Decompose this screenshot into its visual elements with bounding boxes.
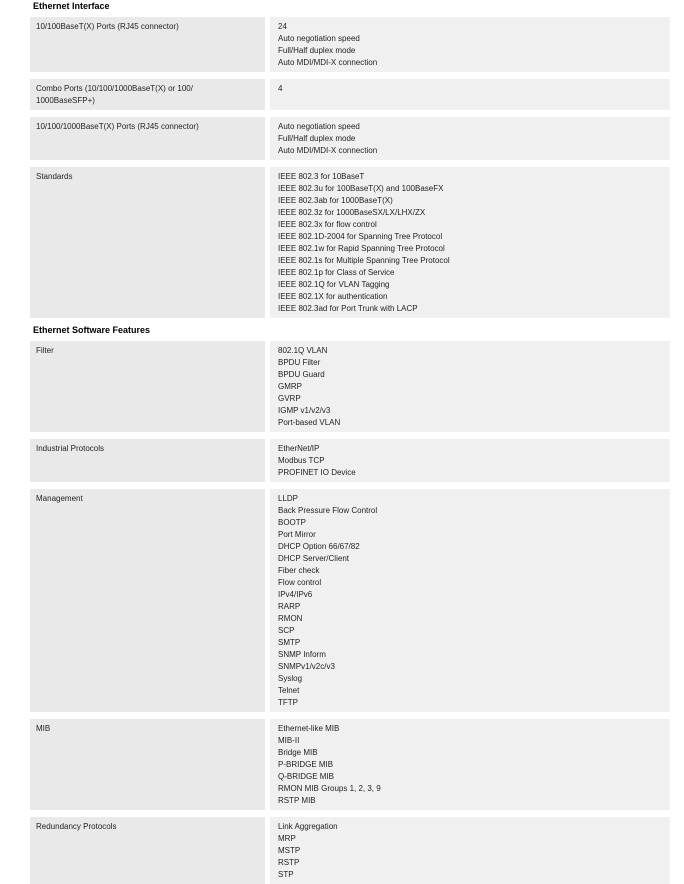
spec-value-line: STP <box>278 870 294 879</box>
spec-row <box>30 17 670 72</box>
spec-value-line: Auto negotiation speed <box>278 122 360 131</box>
spec-sheet-page <box>0 1 684 884</box>
spec-value-line: Flow control <box>278 578 322 587</box>
spec-value-line: IEEE 802.3ab for 1000BaseT(X) <box>278 196 393 205</box>
spec-value-cell <box>270 341 670 432</box>
spec-value-line: MSTP <box>278 846 301 855</box>
spec-value-line: RSTP MIB <box>278 796 316 805</box>
section-title: Ethernet Software Features <box>33 325 151 335</box>
spec-value-line: IEEE 802.1Q for VLAN Tagging <box>278 280 390 289</box>
spec-value-line: BPDU Guard <box>278 370 325 379</box>
spec-row <box>30 117 670 160</box>
spec-value-line: Full/Half duplex mode <box>278 134 356 143</box>
spec-row <box>30 439 670 482</box>
spec-value-line: RMON <box>278 614 303 623</box>
section-title: Ethernet Interface <box>33 1 110 11</box>
spec-value-line: TFTP <box>278 698 298 707</box>
spec-label-line: 1000BaseSFP+) <box>36 96 95 105</box>
spec-label-cell <box>30 341 265 432</box>
spec-value-cell <box>270 17 670 72</box>
spec-value-line: IEEE 802.1w for Rapid Spanning Tree Protocol <box>278 244 445 253</box>
spec-label-line: MIB <box>36 724 51 733</box>
spec-label-line: Combo Ports (10/100/1000BaseT(X) or 100/ <box>36 84 193 93</box>
spec-value-line: Port-based VLAN <box>278 418 341 427</box>
spec-label-line: 10/100BaseT(X) Ports (RJ45 connector) <box>36 22 179 31</box>
spec-label-line: Industrial Protocols <box>36 444 105 453</box>
spec-value-line: 24 <box>278 22 287 31</box>
spec-value-line: EtherNet/IP <box>278 444 320 453</box>
spec-value-line: Auto MDI/MDI-X connection <box>278 146 378 155</box>
spec-label-line: 10/100/1000BaseT(X) Ports (RJ45 connector) <box>36 122 199 131</box>
spec-value-line: Auto MDI/MDI-X connection <box>278 58 378 67</box>
spec-section <box>30 1 670 318</box>
spec-value-line: 802.1Q VLAN <box>278 346 328 355</box>
spec-value-line: RMON MIB Groups 1, 2, 3, 9 <box>278 784 381 793</box>
spec-label-cell <box>30 817 265 884</box>
spec-value-line: IEEE 802.3x for flow control <box>278 220 377 229</box>
spec-value-line: IEEE 802.1X for authentication <box>278 292 388 301</box>
spec-value-line: 4 <box>278 84 283 93</box>
spec-value-line: PROFINET IO Device <box>278 468 356 477</box>
spec-label-line: Filter <box>36 346 54 355</box>
spec-value-line: Bridge MIB <box>278 748 318 757</box>
spec-label-cell <box>30 17 265 72</box>
spec-label-cell <box>30 489 265 712</box>
spec-value-line: MRP <box>278 834 296 843</box>
spec-value-cell <box>270 439 670 482</box>
spec-value-line: DHCP Option 66/67/82 <box>278 542 360 551</box>
spec-value-line: IEEE 802.3ad for Port Trunk with LACP <box>278 304 418 313</box>
spec-value-line: SMTP <box>278 638 301 647</box>
spec-label-cell <box>30 167 265 318</box>
spec-row <box>30 817 670 884</box>
spec-label-cell <box>30 117 265 160</box>
spec-value-line: BOOTP <box>278 518 307 527</box>
spec-value-line: IGMP v1/v2/v3 <box>278 406 331 415</box>
spec-value-line: P-BRIDGE MIB <box>278 760 334 769</box>
spec-value-line: BPDU Filter <box>278 358 321 367</box>
spec-row <box>30 79 670 110</box>
spec-value-cell <box>270 817 670 884</box>
spec-value-line: RSTP <box>278 858 300 867</box>
spec-value-line: Syslog <box>278 674 303 683</box>
spec-value-line: IEEE 802.3u for 100BaseT(X) and 100BaseFX <box>278 184 444 193</box>
spec-value-line: Telnet <box>278 686 300 695</box>
spec-value-line: Port Mirror <box>278 530 316 539</box>
spec-value-line: IEEE 802.1D-2004 for Spanning Tree Protocol <box>278 232 443 241</box>
spec-value-line: SCP <box>278 626 295 635</box>
spec-section <box>30 325 670 884</box>
spec-label-line: Standards <box>36 172 73 181</box>
spec-value-line: GMRP <box>278 382 302 391</box>
spec-value-line: DHCP Server/Client <box>278 554 349 563</box>
spec-label-cell <box>30 79 265 110</box>
spec-value-line: Auto negotiation speed <box>278 34 360 43</box>
spec-label-line: Redundancy Protocols <box>36 822 117 831</box>
spec-value-cell <box>270 117 670 160</box>
spec-row <box>30 489 670 712</box>
spec-value-line: Modbus TCP <box>278 456 325 465</box>
spec-value-cell <box>270 79 670 110</box>
spec-value-line: IEEE 802.3z for 1000BaseSX/LX/LHX/ZX <box>278 208 426 217</box>
spec-value-line: LLDP <box>278 494 299 503</box>
spec-label-cell <box>30 439 265 482</box>
spec-row <box>30 719 670 810</box>
spec-value-line: GVRP <box>278 394 301 403</box>
spec-value-line: Fiber check <box>278 566 320 575</box>
spec-row <box>30 341 670 432</box>
spec-value-line: RARP <box>278 602 301 611</box>
spec-label-line: Management <box>36 494 83 503</box>
spec-row <box>30 167 670 318</box>
spec-value-line: Full/Half duplex mode <box>278 46 356 55</box>
spec-value-line: IEEE 802.1s for Multiple Spanning Tree Protocol <box>278 256 450 265</box>
spec-value-line: SNMP Inform <box>278 650 326 659</box>
spec-value-cell <box>270 167 670 318</box>
spec-value-line: MIB-II <box>278 736 300 745</box>
spec-value-line: IEEE 802.3 for 10BaseT <box>278 172 365 181</box>
spec-value-line: IPv4/IPv6 <box>278 590 313 599</box>
spec-value-line: Ethernet-like MIB <box>278 724 340 733</box>
spec-value-cell <box>270 489 670 712</box>
spec-value-line: Link Aggregation <box>278 822 338 831</box>
spec-value-line: SNMPv1/v2c/v3 <box>278 662 335 671</box>
spec-label-cell <box>30 719 265 810</box>
spec-value-line: Back Pressure Flow Control <box>278 506 378 515</box>
spec-value-line: Q-BRIDGE MIB <box>278 772 335 781</box>
spec-value-line: IEEE 802.1p for Class of Service <box>278 268 395 277</box>
spec-value-cell <box>270 719 670 810</box>
